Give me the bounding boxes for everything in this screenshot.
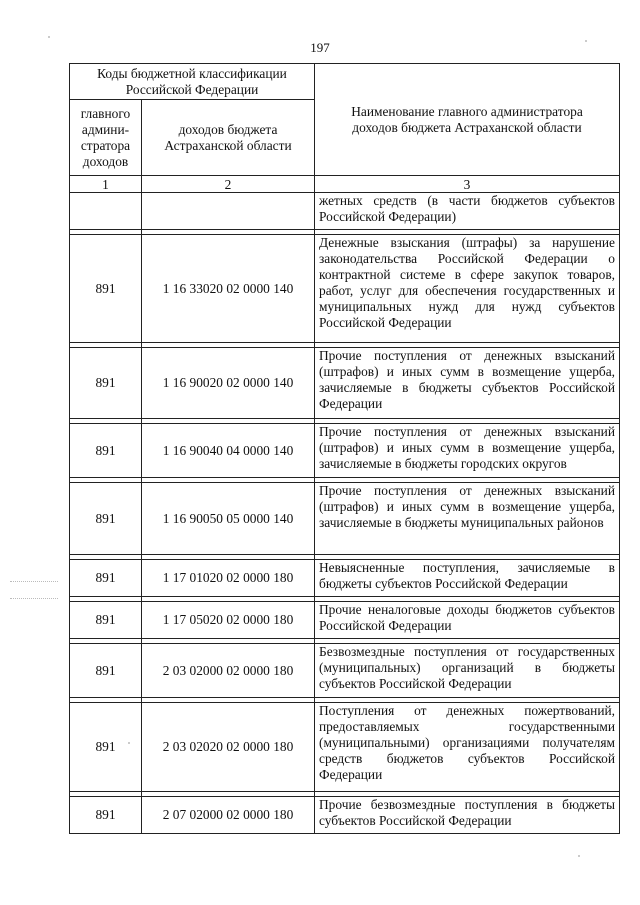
column-index-row: [70, 176, 620, 193]
column-index-2: 2: [142, 176, 315, 193]
table-row: [70, 348, 620, 419]
admin-code-cell: 891: [70, 644, 142, 698]
income-code-cell: 1 16 90050 05 0000 140: [142, 483, 315, 555]
admin-code-cell: 891: [70, 797, 142, 834]
column-index-1: 1: [70, 176, 142, 193]
table-row: [70, 193, 620, 230]
income-code-cell: 1 16 33020 02 0000 140: [142, 235, 315, 343]
scan-artifact-speck: [578, 855, 580, 857]
income-name-cell: Поступления от денежных пожертвований, предоставляемых государственными (муниципальными) организациями получателям средств бюджетов субъектов Российской Федерации: [315, 703, 620, 792]
income-name-cell: Невыясненные поступления, зачисляемые в бюджеты субъектов Российской Федерации: [315, 560, 620, 597]
income-name-cell: Прочие неналоговые доходы бюджетов субъектов Российской Федерации: [315, 602, 620, 639]
scan-artifact-dotted-line: [10, 581, 58, 582]
admin-code-cell: [70, 193, 142, 230]
scan-artifact-speck: [128, 742, 130, 744]
table-row: [70, 560, 620, 597]
page-number: 197: [310, 40, 330, 55]
income-name-cell: Безвозмездные поступления от государственных (муниципальных) организаций в бюджеты субъектов Российской Федерации: [315, 644, 620, 698]
table-row: [70, 483, 620, 555]
admin-code-cell: 891: [70, 348, 142, 419]
admin-code-cell: 891: [70, 235, 142, 343]
table-row: [70, 797, 620, 834]
header-admin-code: главного админи-стратора доходов: [70, 100, 142, 176]
scan-artifact-dotted-line: [10, 598, 58, 599]
admin-code-cell: 891: [70, 483, 142, 555]
table-row: [70, 644, 620, 698]
admin-code-cell: 891: [70, 424, 142, 478]
income-code-cell: 1 16 90040 04 0000 140: [142, 424, 315, 478]
income-name-cell: Прочие поступления от денежных взысканий (штрафов) и иных сумм в возмещение ущерба, зачисляемые в бюджеты городских округов: [315, 424, 620, 478]
income-name-cell: Прочие безвозмездные поступления в бюджеты субъектов Российской Федерации: [315, 797, 620, 834]
income-name-cell: Прочие поступления от денежных взысканий (штрафов) и иных сумм в возмещение ущерба, зачисляемые в бюджеты муниципальных районов: [315, 483, 620, 555]
income-code-cell: 1 17 05020 02 0000 180: [142, 602, 315, 639]
income-code-cell: 2 03 02000 02 0000 180: [142, 644, 315, 698]
budget-codes-table: [69, 63, 620, 834]
header-administrator-name: Наименование главного администратора доходов бюджета Астраханской области: [315, 64, 620, 176]
header-income-code: доходов бюджета Астраханской области: [142, 100, 315, 176]
income-code-cell: 1 16 90020 02 0000 140: [142, 348, 315, 419]
admin-code-cell: 891: [70, 602, 142, 639]
table-row: [70, 602, 620, 639]
admin-code-cell: 891: [70, 560, 142, 597]
income-code-cell: 2 07 02000 02 0000 180: [142, 797, 315, 834]
income-code-cell: 1 17 01020 02 0000 180: [142, 560, 315, 597]
scan-artifact-speck: [585, 40, 587, 42]
column-index-3: 3: [315, 176, 620, 193]
income-code-cell: 2 03 02020 02 0000 180: [142, 703, 315, 792]
income-code-cell: [142, 193, 315, 230]
table-row: [70, 703, 620, 792]
income-name-cell: Денежные взыскания (штрафы) за нарушение законодательства Российской Федерации о контрактной системе в сфере закупок товаров, работ, услуг для обеспечения государственных и муниципальных нужд для нужд субъектов Российской Федерации: [315, 235, 620, 343]
table-row: [70, 424, 620, 478]
scan-artifact-speck: [48, 36, 50, 38]
header-budget-classification: Коды бюджетной классификации Российской Федерации: [70, 64, 315, 100]
income-name-cell: Прочие поступления от денежных взысканий (штрафов) и иных сумм в возмещение ущерба, зачисляемые в бюджеты субъектов Российской Федерации: [315, 348, 620, 419]
income-name-cell: жетных средств (в части бюджетов субъектов Российской Федерации): [315, 193, 620, 230]
admin-code-cell: 891: [70, 703, 142, 792]
table-row: [70, 235, 620, 343]
